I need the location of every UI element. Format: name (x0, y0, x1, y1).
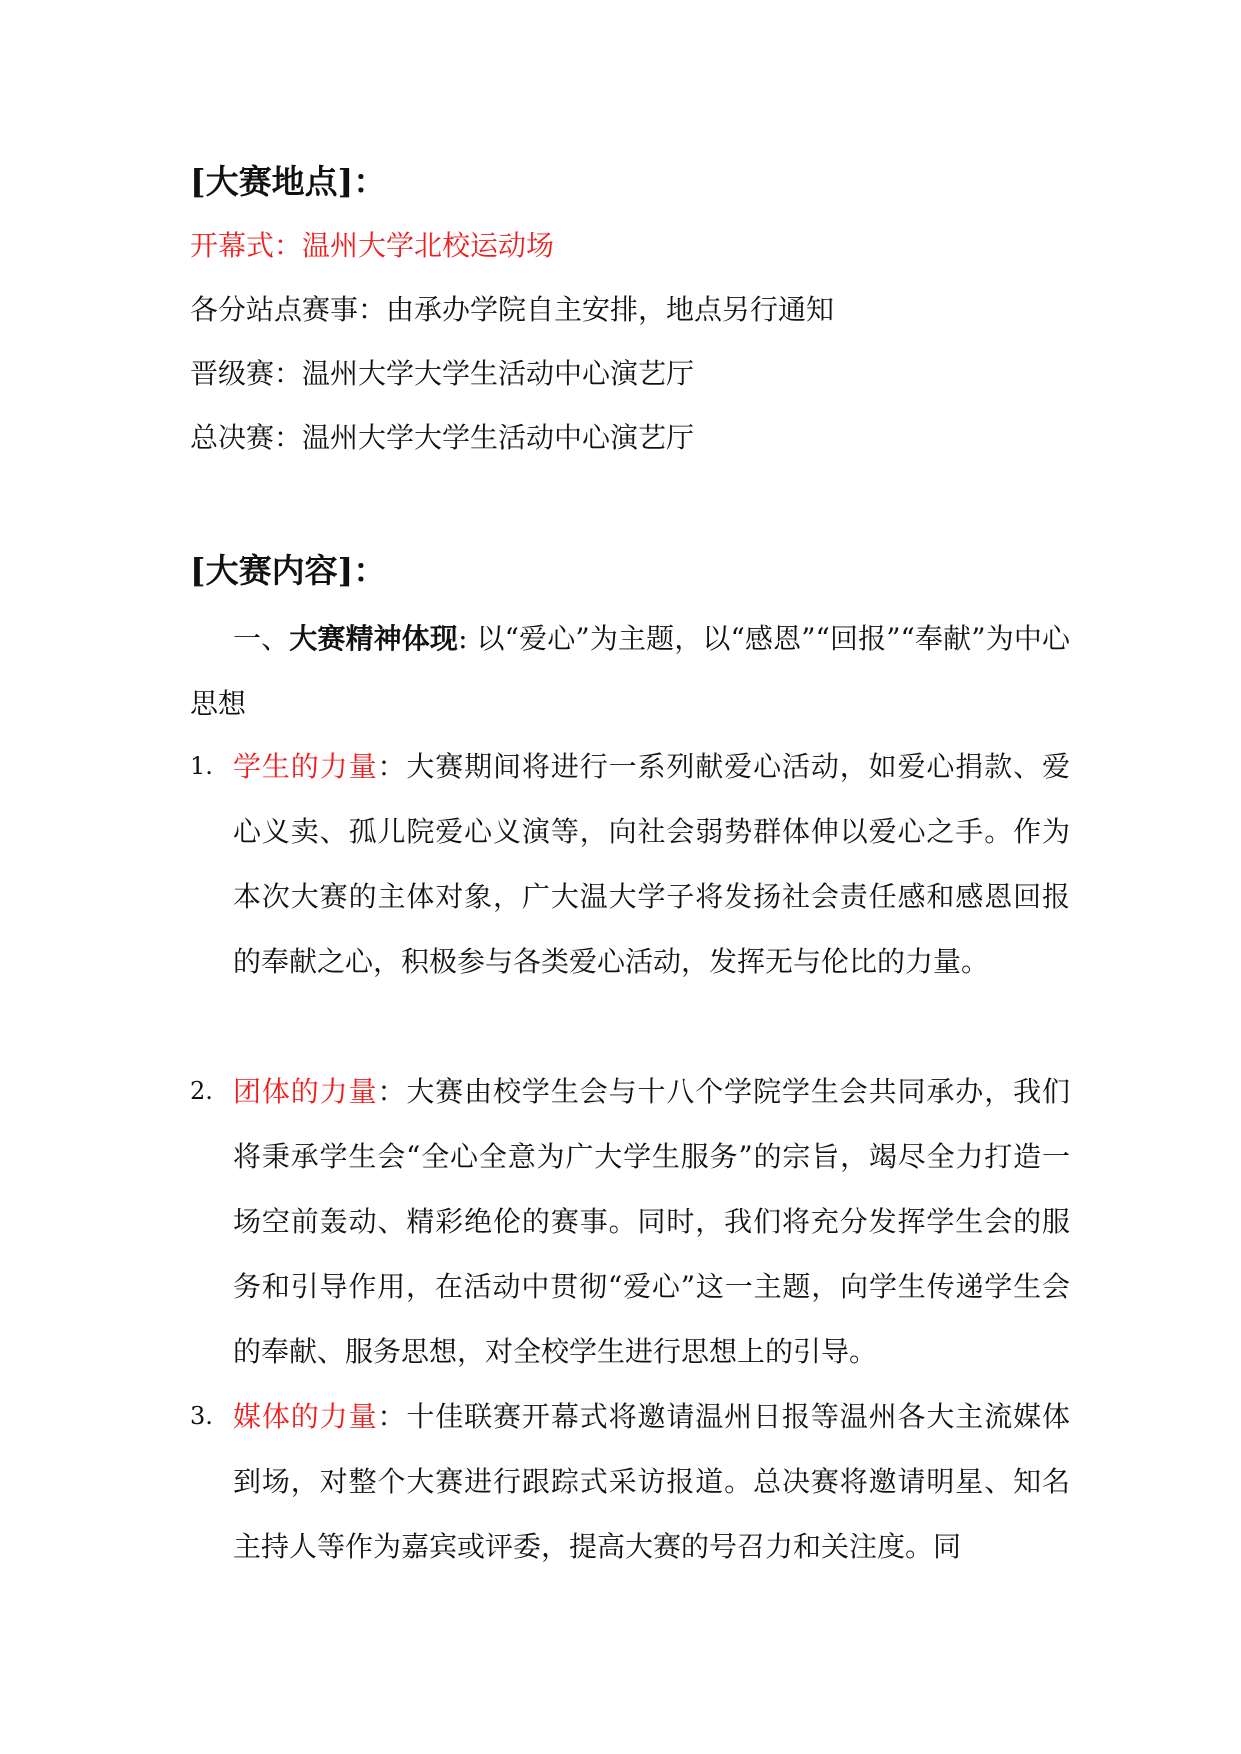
opening-ceremony-line (190, 228, 554, 264)
list-title: 团体的力量 (233, 1075, 378, 1108)
list-body: ：大赛由校学生会与十八个学院学生会共同承办，我们将秉承学生会“全心全意为广大学生服务”的宗旨，竭尽全力打造一场空前轰动、精彩绝伦的赛事。同时，我们将充分发挥学生会的服务和引导作用，在活动中贯彻“爱心”这一主题，向学生传递学生会的奉献、服务思想，对全校学生进行思想上的引导。 (233, 1075, 1070, 1368)
list-number: 2. (190, 1077, 213, 1105)
list-body: ：大赛期间将进行一系列献爱心活动，如爱心捐款、爱心义卖、孤儿院爱心义演等，向社会弱势群体伸以爱心之手。作为本次大赛的主体对象，广大温大学子将发扬社会责任感和感恩回报的奉献之心，积极参与各类爱心活动，发挥无与伦比的力量。 (233, 750, 1070, 978)
final-line: 总决赛：温州大学大学生活动中心演艺厅 (190, 421, 695, 454)
opening-value: 温州大学北校运动场 (302, 229, 555, 262)
location-heading: [大赛地点]： (190, 162, 387, 201)
list-text (233, 734, 1070, 994)
list-body: ：十佳联赛开幕式将邀请温州日报等温州各大主流媒体到场，对整个大赛进行跟踪式采访报道。总决赛将邀请明星、知名主持人等作为嘉宾或评委，提高大赛的号召力和关注度。同 (233, 1400, 1070, 1563)
spirit-text: : 以“爱心”为主题，以“感恩”“回报”“奉献”为中心思想 (190, 622, 1070, 720)
list-title: 媒体的力量 (233, 1400, 378, 1433)
list-text (233, 1384, 1070, 1579)
list-title: 学生的力量 (233, 750, 378, 783)
stations-line: 各分站点赛事：由承办学院自主安排，地点另行通知 (190, 293, 835, 326)
spirit-title: 大赛精神体现 (289, 622, 459, 655)
list-number: 1. (190, 752, 213, 780)
spirit-paragraph (190, 606, 1070, 736)
content-heading: [大赛内容]： (190, 551, 387, 590)
spirit-prefix: 一、 (233, 622, 290, 655)
promotion-line: 晋级赛：温州大学大学生活动中心演艺厅 (190, 357, 695, 390)
list-text (233, 1059, 1070, 1384)
list-number: 3. (190, 1402, 213, 1430)
opening-label: 开幕式： (190, 229, 303, 262)
